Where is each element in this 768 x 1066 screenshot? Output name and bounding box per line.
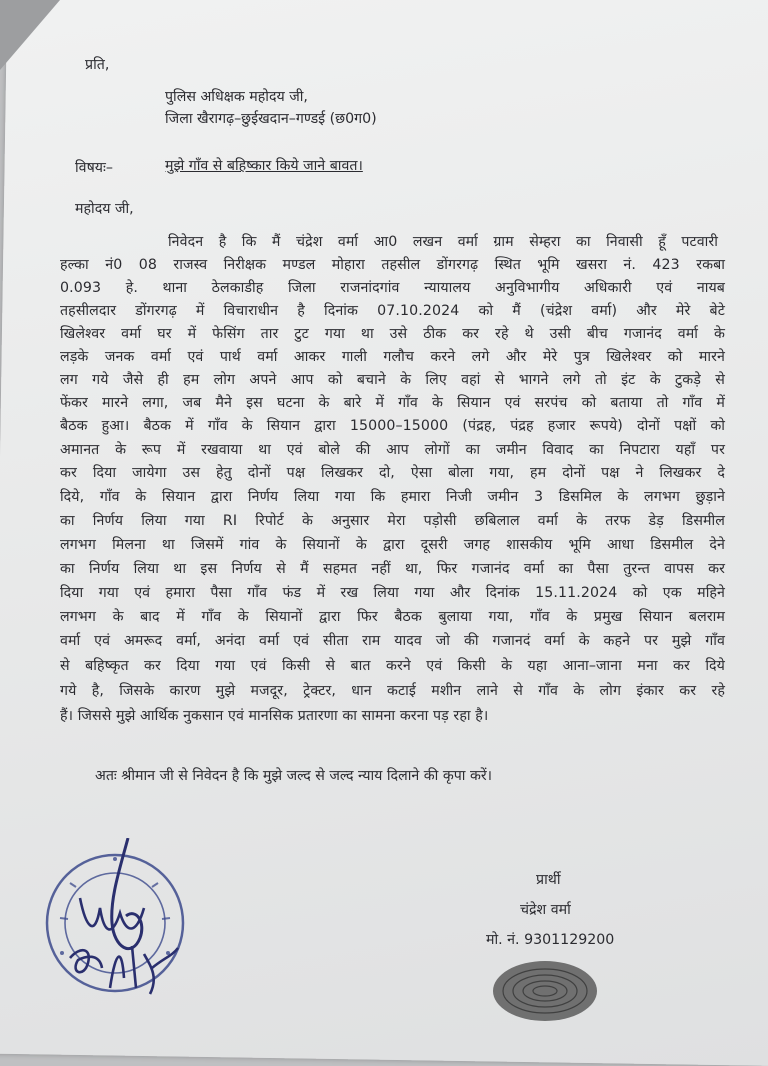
salutation: महोदय जी, bbox=[75, 201, 134, 217]
body-line: हल्का नं0 08 राजस्व निरीक्षक मण्डल मोहारा तहसील डोंगरगढ़ स्थित भूमि खसरा नं. 423 रकबा bbox=[60, 257, 725, 273]
body-line: दिये, गाँव के सियान द्वारा निर्णय लिया गया कि हमारा निजी जमीन 3 डिसमिल के लगभग छुड़ाने bbox=[60, 489, 725, 505]
signatory-name: चंद्रेश वर्मा bbox=[520, 902, 571, 918]
body-line: कर दिया जायेगा उस हेतु दोनों पक्ष लिखकर दो, ऐसा बोला गया, हम दोनों पक्ष ने लिखकर दे bbox=[60, 465, 725, 481]
recipient-line-2: जिला खैरागढ़–छुईखदान–गण्डई (छ0ग0) bbox=[165, 111, 377, 127]
signatory-mobile: मो. नं. 9301129200 bbox=[486, 932, 615, 948]
stamp-seal bbox=[40, 838, 200, 1008]
body-line: लड़के जनक वर्मा एवं पार्थ वर्मा आकर गाली गलौच करने लगे और मेरे पुत्र खिलेश्वर को मारने bbox=[60, 349, 725, 365]
body-line: हैं। जिससे मुझे आर्थिक नुकसान एवं मानसिक प्रतारणा का सामना करना पड़ रहा है। bbox=[60, 708, 489, 724]
subject-text: मुझे गाँव से बहिष्कार किये जाने बावत। bbox=[165, 158, 363, 174]
body-line: बैठक हुआ। बैठक में गाँव के सियान द्वारा 15000–15000 (पंद्रह, पंद्रह हजार रूपये) दोनों पक्षों को bbox=[60, 418, 725, 434]
signature-label: प्रार्थी bbox=[536, 872, 561, 888]
body-line: गये है, जिसके कारण मुझे मजदूर, ट्रेक्टर, धान कटाई मशीन लाने से गाँव के लोग इंकार कर रहे bbox=[60, 683, 725, 699]
closing-request: अतः श्रीमान जी से निवेदन है कि मुझे जल्द से जल्द न्याय दिलाने की कृपा करें। bbox=[95, 768, 493, 784]
body-line: लगभग मिलना था जिसमें गांव के सियानों के द्वारा दूसरी जगह शासकीय भूमि आधा डिसमील देने bbox=[60, 537, 725, 553]
body-line: खिलेश्वर वर्मा घर में फेसिंग तार टुट गया था उसे ठीक कर रहे थे उसी बीच गजानंद वर्मा के bbox=[60, 326, 725, 342]
body-line: से बहिष्कृत कर दिया गया एवं किसी से बात करने एवं किसी के यहा आना–जाना मना कर दिये bbox=[60, 658, 725, 674]
body-line: लग गये जैसे ही हम लोग अपने आप को बचाने के लिए वहां से भागने लगे तो इंट के टुकड़े से bbox=[60, 372, 725, 388]
body-line: दिया गया एवं हमारा पैसा गाँव फंड में रख लिया गया और दिनांक 15.11.2024 को एक महिने bbox=[60, 585, 725, 601]
prati-label: प्रति, bbox=[85, 57, 110, 73]
body-line: अमानत के रूप में रखवाया था एवं बोले की आप लोगों का जमीन विवाद का निपटारा यहाँ पर bbox=[60, 442, 725, 458]
recipient-line-1: पुलिस अधिक्षक महोदय जी, bbox=[165, 89, 308, 105]
body-line: निवेदन है कि मैं चंद्रेश वर्मा आ0 लखन वर्मा ग्राम सेम्हरा का निवासी हूँ पटवारी bbox=[168, 234, 718, 250]
body-line: का निर्णय लिया था इस निर्णय से मैं सहमत नहीं था, फिर गजानंद वर्मा का पैसा तुरन्त वापस कर bbox=[60, 561, 725, 577]
body-line: लगभग के बाद में गाँव के सियानों द्वारा फिर बैठक बुलाया गया, गाँव के प्रमुख सियान बलराम bbox=[60, 609, 725, 625]
thumb-impression bbox=[490, 958, 600, 1024]
subject-label: विषयः– bbox=[75, 160, 113, 176]
body-line: फेंकर मारने लगा, जब मैने इस घटना के बारे में गाँव के सियान एवं सरपंच को बताया तो गाँव में bbox=[60, 395, 725, 411]
page-corner bbox=[0, 0, 60, 70]
body-line: का निर्णय लिया गया RI रिपोर्ट के अनुसार मेरा पड़ोसी छबिलाल वर्मा के तरफ डेड़ डिसमील bbox=[60, 513, 725, 529]
body-line: वर्मा एवं अमरूद वर्मा, अनंदा वर्मा एवं सीता राम यादव जो की गजानदं वर्मा के कहने पर मुझे गाँव bbox=[60, 633, 725, 649]
body-line: 0.093 हे. थाना ठेलकाडीह जिला राजनांदगांव न्यायालय अनुविभागीय अधिकारी एवं नायब bbox=[60, 280, 725, 296]
body-line: तहसीलदार डोंगरगढ़ में विचाराधीन है दिनांक 07.10.2024 को मैं (चंद्रेश वर्मा) और मेरे बेटे bbox=[60, 303, 725, 319]
